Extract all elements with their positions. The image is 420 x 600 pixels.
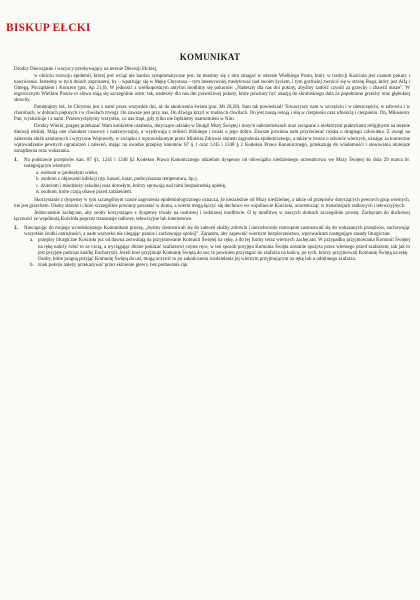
item-text: Osoby, które pragną przyjąć Komunię Świętą do ust, mogą uczynić to po zakończeniu rozdzielania jej wiernym przyjmującym na rękę lub u odrębnego szafarza. [38,256,356,262]
section-intro: Na podstawie przepisów kan. 87 §1, 1245 i 1248 §2 Kodeksu Prawa Kanonicznego udzielam dyspensy od obowiązku niedzielnego uczestnictwa we Mszy Świętej do dnia 29 marca br. następującym wiernym: [24,157,410,170]
list-item [30,263,410,269]
item-text: znak pokoju należy przekazywać przez skinienie głowy, bez podawania rąk. [38,263,189,269]
item-letter: a. [30,238,34,244]
list-item: c. dzieciom i młodzieży szkolnej oraz dorosłym, którzy sprawują nad nimi bezpośrednią opiekę, [36,183,227,189]
section-number: 1. [14,157,18,163]
section-number: 2. [14,226,18,232]
section-2 [14,226,410,269]
list-item: a. osobom w podeszłym wieku, [36,171,99,177]
list-item [30,238,410,256]
bishop-header: BISKUP EŁCKI [6,22,91,34]
paragraph: Skorzystanie z dyspensy w tym szczególnym czasie zagrożenia epidemiologicznego oznacza, że niezależnie od Mszy niedzielnej, a także od przepisów dotyczących pewnych grup wiernych, nie jest grzechem. Osoby starsze i chore szczególnie powinny pozostać w domu, a wierni mogą łączyć się duchowo we wspólnocie Kościoła, uczestnicząc w transmisjach radiowych i telewizyjnych. [14,197,410,210]
section-intro: Nawiązując do mojego wcześniejszego Komunikatu proszę, „byśmy dostosowali się do zaleceń służby zdrowia i niezwłocznie roztropnie zastosowali się do wskazanych przepisów, zachowując wszystkie środki ostrożności, a nade wszystko nie ulegając panice i zachowując spokój”. Zarazem, aby zapewnić wiernym bezpieczeństwo, wprowadzam następujące zasady liturgiczne: [24,226,410,238]
paragraph: w obliczu rozwoju epidemii, której jest wciąż nie bardzo symptomatyczne jest, że musimy się z nim zmagać w okresie Wielkiego Postu, który w tradycji Kościoła jest czasem pokuty i nawrócenia. Jesteśmy w tych dniach zaproszeni, by – wpatrując się w Mękę Chrystusa – tym intensywniej medytować nad swoim życiem, i tym gorliwiej zwrócić się w stronę Boga, który jest Alfą i Omegą, Początkiem i Końcem (por. Ap 21,6). W jedności z wielkopostnym antyfon modlimy się pokornie: „Nadeszły dla nas dni pokuty, abyśmy zadość czynili za grzechy i zbawili dusze”. W tegorocznym Wielkim Poście to słowa stają się szczególnie ostre: tak, nadeszły dla nas dni prawdziwej pokuty, które powinny być okazją do skrobiskiego dala za popełnione grzechy oraz głębokiej skruchy. [14,73,410,104]
paragraph: Drodzy Wierni, pragnę przekazać Wam konkretne ustalenia, dotyczące udziału w liturgii Mszy Świętej i innych nabożeństwach oraz związane z niektórymi praktykami religijnymi na terenie diecezji ełckiej. Mają one charakter czasowy i nadzwyczajny, a wypływają z miłości bliźniego i troski o jego dobro. Zawsze powinna nam przyświecać troska o drugiego człowieka. Z uwagi na zalecenia służb sanitarnych i wytyczne Wojewody, w związku z wprowadzonym przez Ministra Zdrowia stanem zagrożenia epidemicznego, a także w trosce o zdrowie wiernych, uznając za konieczne wprowadzenie pewnych ograniczeń i zaleceń, mając na uwadze przepisy kanonów 87 § 1 oraz 1245 i 1248 § 2 Kodeksu Prawa Kanonicznego, przekazuję do wiadomości i stosowania niniejsze zarządzenia oraz wskazania. [14,124,410,154]
paragraph: Pamiętajmy też, że Chrystus jest z nami przez wszystkie dni, aż do skończenia świata (por. Mt 28,20). Sam tak powiedział! Towarzyszy nam w szczęściu i w nieszczęściu, w zdrowiu i w chorobach, w dobrach pięknych i w chwilach trwogi. On zawsze jest przy nas, On dźwiga krzyż w trudnych chwilach. On jest naszą ostoją i siłą w cierpieniu oraz ufnością i cierpieniu. On, Miłosierny Pan, wysłuchuje i z nami. Przezwyciężymy wszystko, co nas trapi, gdy tylko nie będziemy osamotnieni w Nim. [14,105,410,123]
paragraph: Jednocześnie zachęcam, aby osoby korzystające z dyspensy trwały na osobistej i rodzinnej modlitwie. O tę modlitwę w naszych domach szczególnie proszę. Zachęcam do duchowej łączności ze wspólnotą Kościoła poprzez transmisje radiowe, telewizyjne lub internetowe. [14,210,410,222]
dispensation-list [24,171,410,196]
document-body [14,67,410,269]
item-letter: b. [30,263,34,269]
list-item: b. osobom z objawami infekcji (np. kaszel, katar, podwyższona temperatura, itp.), [36,177,198,183]
salutation: Drodzy Diecezjanie i wszyscy przebywający na terenie Diecezji Ełckiej, [14,67,158,72]
item-text: przepisy liturgiczne Kościoła już od dawna zezwalają na przyjmowanie Komunii Świętej na rękę, a do tej formy teraz wiernych zachęcam. W przypadku przyjmowania Komunii Świętej na rękę należy robić to ze czcią, a wyciągając dłonie pokazać szafarzowi czyste ręce, w ten sposób przyjęta Komunia Święta zostanie spożyta przez wiernego przed szafarzem, tak jak to jest przyjęte podczas każdej Eucharystii. Jeżeli ktoś przyjmuje Komunię Świętą do ust, to powinien przystąpić do szafarza na końcu, po tych, którzy przyjmowali Komunię Świętą na rękę. [38,238,410,256]
document-title: KOMUNIKAT [179,52,241,62]
section-1 [14,158,410,198]
list-item: d. osobom, które czują obawę przed zarażeniem. [36,189,133,195]
